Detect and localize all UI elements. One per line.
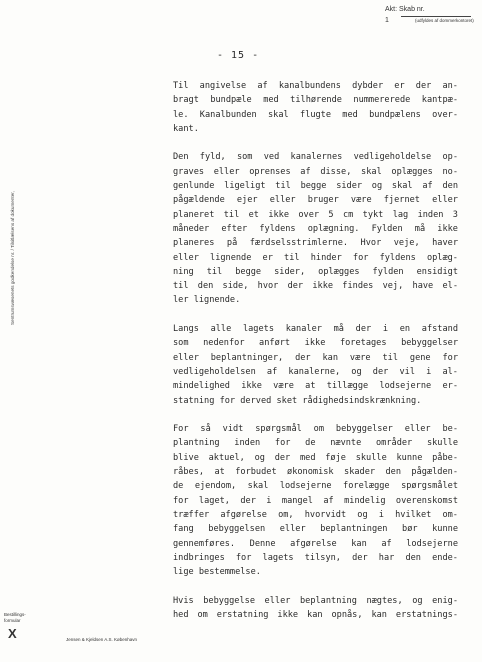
text-line: eller lignende er til hinder for fyldens oplæg- (173, 252, 458, 263)
text-line: træffer afgørelse om, hvorvidt og i hvilket om- (173, 509, 458, 520)
text-line: pågældende ejer eller bruger være fjernet eller (173, 195, 458, 206)
order-form-label: formular (4, 618, 21, 623)
text-line: ler lignende. (173, 295, 241, 306)
text-line: planeret til et ikke over 5 cm tykt lag inden 3 (173, 209, 458, 220)
archive-stamp (385, 6, 477, 28)
paragraph (173, 422, 458, 579)
printer-imprint: Jensen & Kjeldsen A.S. København (66, 637, 138, 642)
text-line: planeres på færdselsstrimlerne. Hvor veje, haver (173, 238, 458, 249)
text-line: blive aktuel, og der med føje skulle kunne påbe- (173, 452, 458, 463)
text-line: Langs alle lagets kanaler må der i en afstand (173, 324, 458, 335)
page-number: - 15 - (217, 50, 260, 61)
body-text (173, 79, 458, 637)
text-line: hed om erstatning ikke kan opnås, kan erstatnings- (173, 609, 458, 620)
paragraph (173, 150, 458, 307)
text-line: For så vidt spørgsmål om bebyggelser eller be- (173, 424, 458, 435)
text-line: de ejendom, skal lodsejerne forelægge spørgsmålet (173, 481, 458, 492)
paragraph (173, 79, 458, 136)
text-line: bragt bundpæle med tilhørende nummererede kantpæ- (173, 95, 458, 106)
text-line: kant. (173, 123, 199, 134)
text-line: genlunde ligeligt til begge sider og skal af den (173, 181, 458, 192)
text-line: ning til begge sider, oplægges fylden ensidigt (173, 266, 458, 277)
stamp-number: 1 (385, 17, 389, 24)
paragraph (173, 322, 458, 408)
text-line: indbringes for lagets tilsyn, der har den ende- (173, 552, 458, 563)
text-line: graves eller oprenses af disse, skal oplægges no- (173, 166, 458, 177)
stamp-case-label: Akt: Skab nr. (385, 6, 425, 13)
text-line: til den side, hvor der ikke findes vej, have el- (173, 281, 458, 292)
paragraph (173, 594, 458, 623)
text-line: vedligeholdelsen af kanalerne, og der vil i al- (173, 366, 458, 377)
text-line: måneder efter fyldens oplægning. Fylden må ikke (173, 223, 458, 234)
text-line: plantning inden for de nævnte områder skulle (173, 438, 458, 449)
text-line: fang bebyggelsen eller beplantningen bør kunne (173, 524, 458, 535)
order-form-mark: X (8, 626, 17, 641)
text-line: le. Kanalbunden skal flugte med bundpælens over- (173, 109, 458, 120)
text-line: statning for derved sket rådighedsindskrænkning. (173, 395, 422, 406)
text-line: gennemføres. Denne afgørelse kan af lodsejerne (173, 538, 458, 549)
stamp-rule (401, 16, 471, 17)
order-form-label: Bestillings- (4, 612, 26, 617)
stamp-subline: (udfyldes af dommerkontoret) (415, 18, 474, 23)
text-line: lige bestemmelse. (173, 567, 261, 578)
order-form-box (4, 612, 44, 641)
text-line: eller beplantninger, der kan være til gene for (173, 352, 458, 363)
text-line: Den fyld, som ved kanalernes vedligeholdelse op- (173, 152, 458, 163)
margin-note: Sentrumsvæsenets godkendelse nr. / Tilsitlælsens af dokumenter, (10, 191, 15, 325)
text-line: for laget, der i mangel af mindelig overenskomst (173, 495, 458, 506)
text-line: Hvis bebyggelse eller beplantning nægtes, og enig- (173, 595, 458, 606)
text-line: Til angivelse af kanalbundens dybder er der an- (173, 81, 458, 91)
text-line: som nedenfor anført ikke foretages bebyggelser (173, 338, 458, 349)
text-line: råbes, at forbudet økonomisk skader den pågælden- (173, 467, 458, 478)
text-line: mindelighed ikke være at tillægge lodsejerne er- (173, 381, 458, 392)
